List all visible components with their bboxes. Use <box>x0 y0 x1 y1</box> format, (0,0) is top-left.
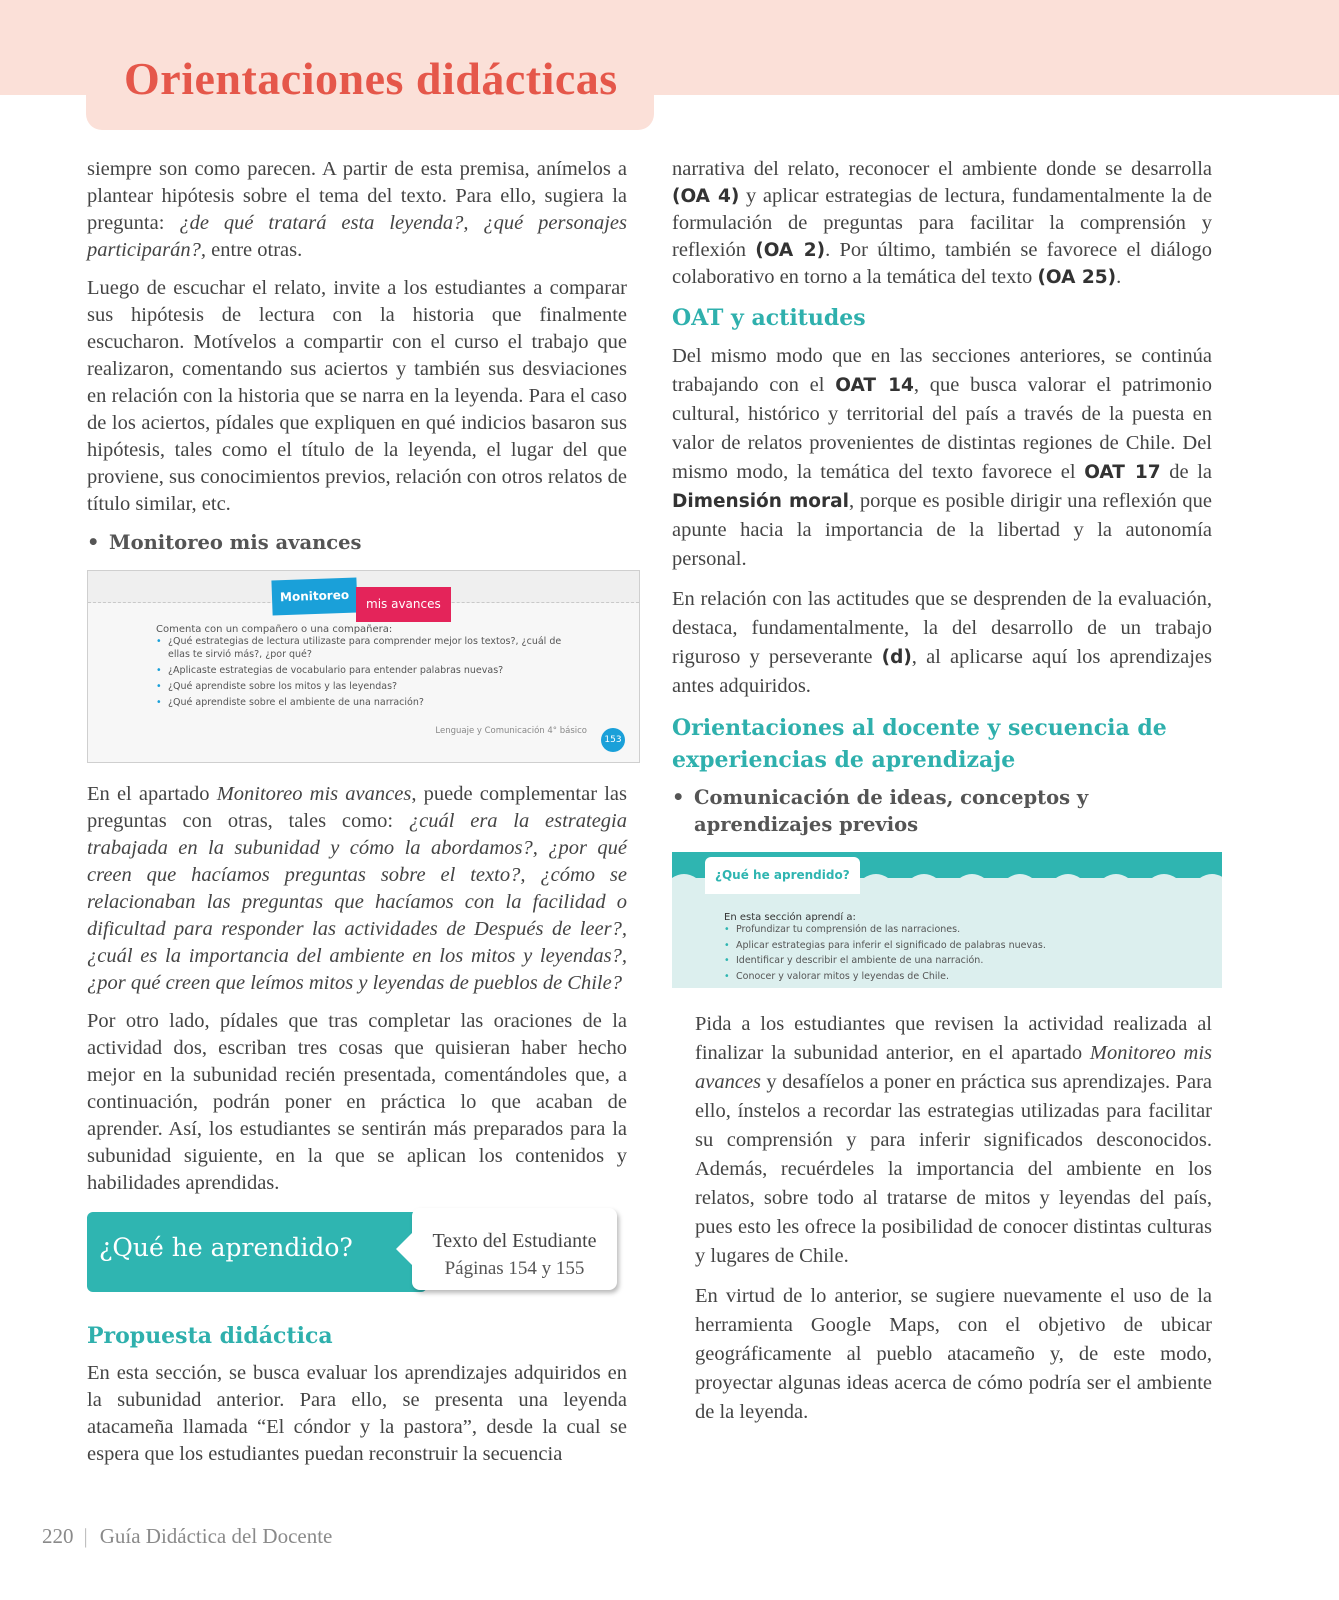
list-item: • ¿Aplicaste estrategias de vocabulario para entender palabras nuevas? <box>156 664 576 677</box>
list-item: • ¿Qué estrategias de lectura utilizaste para comprender mejor los textos?, ¿cuál de ellas te sirvió más?, ¿por qué? <box>156 635 576 661</box>
book-title: Guía Didáctica del Docente <box>99 1524 333 1548</box>
left-paragraph-5: En esta sección, se busca evaluar los aprendizajes adquiridos en la subunidad anterior. Para ello, se presenta una leyenda atacameña llamada “El cóndor y la pastora”, desde la cual se espera que los estudiantes puedan reconstruir la secuencia <box>87 1362 627 1465</box>
mis-avances-tag: mis avances <box>356 587 451 622</box>
page-title: Orientaciones didácticas <box>124 53 618 104</box>
banner-ref-line-2: Páginas 154 y 155 <box>444 1258 585 1279</box>
bullet-monitoreo: • Monitoreo mis avances <box>87 531 362 554</box>
monitoreo-tag: Monitoreo <box>271 578 357 616</box>
card-list <box>724 922 1046 984</box>
heading-orientaciones: Orientaciones al docente y secuencia de experiencias de aprendizaje <box>672 715 1167 773</box>
list-item: • Aplicar estrategias para inferir el significado de palabras nuevas. <box>724 938 1046 954</box>
left-paragraph-2: Luego de escuchar el relato, invite a los estudiantes a comparar sus hipótesis de lectura con la historia que finalmente escucharon. Motívelos a compartir con el curso el trabajo que realizaron, comentando sus aciertos y también sus desviaciones en relación con la historia que se narra en la leyenda. Para el caso de los aciertos, pídales que expliquen en qué indicios basaron sus hipótesis, tales como el título de la leyenda, el lugar del que proviene, sus conocimientos previos, relación con otros relatos de título similar, etc. <box>87 277 627 515</box>
footer-separator: | <box>83 1524 88 1548</box>
right-paragraph-2: Del mismo modo que en las secciones anteriores, se continúa trabajando con el OAT 14, que busca valorar el patrimonio cultural, histórico y territorial del país a través de la puesta en valor de relatos provenientes de distintas regiones de Chile. Del mismo modo, la temática del texto favorece el OAT 17 de la Dimensión moral, porque es posible dirigir una reflexión que apunte hacia la importancia de la libertad y la autonomía personal. <box>672 345 1212 570</box>
que-he-aprendido-banner <box>87 1208 622 1296</box>
left-paragraph-4: Por otro lado, pídales que tras completar las oraciones de la actividad dos, escriban tres cosas que quisieran haber hecho mejor en la subunidad recién presentada, comentándoles que, a continuación, podrán poner en práctica lo que acaban de aprender. Así, los estudiantes se sentirán más preparados para la subunidad siguiente, en la que se aplican los contenidos y habilidades aprendidas. <box>87 1010 627 1194</box>
monitoreo-page-badge: 153 <box>601 728 625 752</box>
que-he-aprendido-card-image <box>672 852 1222 988</box>
monitoreo-box-image <box>87 570 640 763</box>
left-column <box>87 156 627 1479</box>
left-paragraph-3: En el apartado Monitoreo mis avances, puede complementar las preguntas con otras, tales como: ¿cuál era la estrategia trabajada en la subunidad y cómo la abordamos?, ¿por qué creen que hacíamos preguntas sobre el texto?, ¿cómo se relacionaban las preguntas que hacíamos con la facilidad o dificultad para responder las actividades de Después de leer?, ¿cuál es la importancia del ambiente en los mitos y leyendas?, ¿por qué creen que leímos mitos y leyendas de pueblos de Chile? <box>87 783 628 994</box>
list-item: • ¿Qué aprendiste sobre los mitos y las leyendas? <box>156 680 576 693</box>
banner-reference-box <box>412 1208 617 1290</box>
list-item: • Profundizar tu comprensión de las narraciones. <box>724 922 1046 938</box>
monitoreo-question-list <box>156 635 576 712</box>
page-footer <box>42 1524 332 1549</box>
left-paragraph-1: siempre son como parecen. A partir de esta premisa, anímelos a plantear hipótesis sobre el tema del texto. Para ello, sugiera la pregunta: ¿de qué tratará esta leyenda?, ¿qué personajes participarán?, entre otras. <box>87 158 627 261</box>
right-paragraph-5: En virtud de lo anterior, se sugiere nuevamente el uso de la herramienta Google Maps, con el objetivo de ubicar geográficamente al pueblo atacameño y, de este modo, proyectar algunas ideas acerca de cómo podría ser el ambiente de la leyenda. <box>695 1285 1212 1423</box>
right-paragraph-4: Pida a los estudiantes que revisen la actividad realizada al finalizar la subunidad anterior, en el apartado Monitoreo mis avances y desafíelos a poner en práctica sus aprendizajes. Para ello, ínstelos a recordar las estrategias utilizadas para facilitar su comprensión y para inferir significados desconocidos. Además, recuérdeles la importancia del ambiente en los relatos, sobre todo al tratarse de mitos y leyendas del país, pues esto les ofrece la posibilidad de conocer distintas culturas y lugares de Chile. <box>695 1013 1212 1267</box>
right-paragraph-3: En relación con las actitudes que se desprenden de la evaluación, destaca, fundamentalmente, la del desarrollo de un trabajo riguroso y perseverante (d), al aplicarse aquí los aprendizajes antes adquiridos. <box>672 588 1212 697</box>
heading-oat: OAT y actitudes <box>672 305 866 331</box>
monitoreo-intro: Comenta con un compañero o una compañera: <box>156 624 393 635</box>
banner-title-block <box>87 1212 427 1292</box>
monitoreo-footer: Lenguaje y Comunicación 4° básico <box>435 726 587 736</box>
right-paragraph-1: narrativa del relato, reconocer el ambiente donde se desarrolla (OA 4) y aplicar estrategias de lectura, fundamentalmente la de formulación de preguntas para facilitar la comprensión y reflexión (OA 2). Por último, también se favorece el diálogo colaborativo en torno a la temática del texto (OA 25). <box>672 158 1212 288</box>
list-item: • Identificar y describir el ambiente de una narración. <box>724 953 1046 969</box>
page-number: 220 <box>42 1524 74 1548</box>
card-intro: En esta sección aprendí a: <box>724 912 856 923</box>
right-column <box>672 156 1212 1438</box>
card-tab: ¿Qué he aprendido? <box>705 857 860 894</box>
banner-ref-line-1: Texto del Estudiante <box>432 1230 597 1252</box>
banner-title: ¿Qué he aprendido? <box>99 1233 353 1262</box>
bullet-comunicacion: • Comunicación de ideas, conceptos y aprendizajes previos <box>672 786 1089 836</box>
list-item: • ¿Qué aprendiste sobre el ambiente de una narración? <box>156 696 576 709</box>
heading-propuesta: Propuesta didáctica <box>87 1323 333 1349</box>
list-item: • Conocer y valorar mitos y leyendas de Chile. <box>724 969 1046 985</box>
